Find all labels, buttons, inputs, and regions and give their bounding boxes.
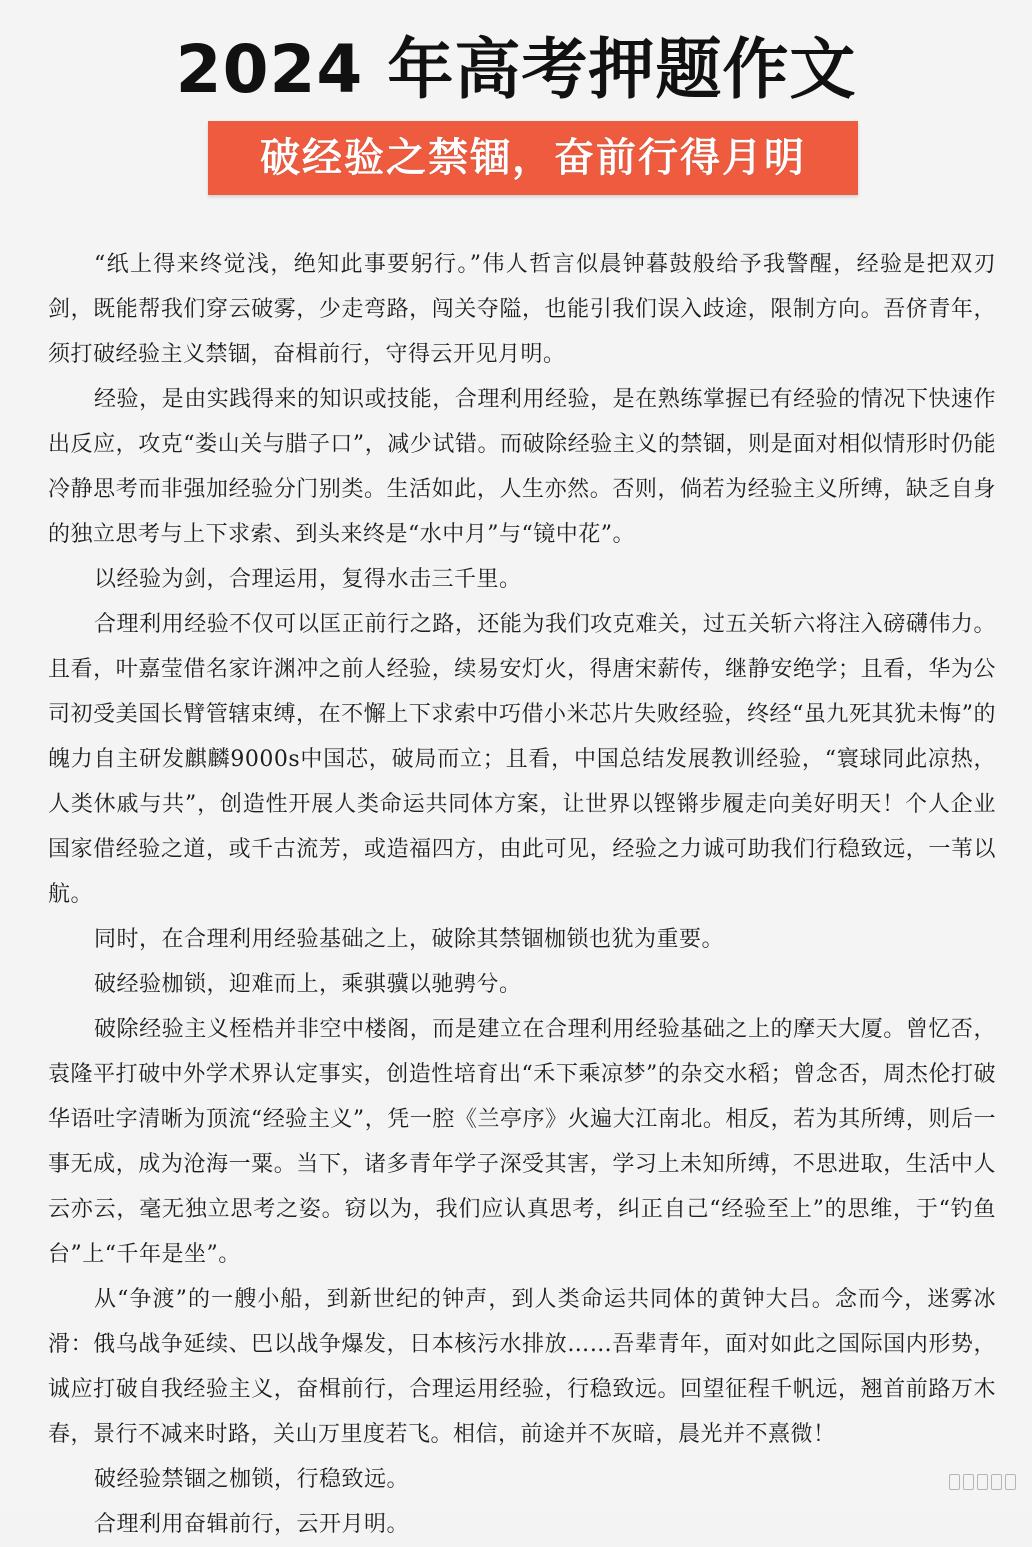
paragraph-6: 破经验枷锁，迎难而上，乘骐骥以驰骋兮。 (94, 972, 522, 997)
paragraph-3: 以经验为剑，合理运用，复得水击三千里。 (94, 567, 522, 592)
paragraph-9: 破经验禁锢之枷锁，行稳致远。 (94, 1467, 410, 1492)
watermark-icon (949, 1474, 1016, 1490)
subtitle-banner (208, 121, 858, 195)
article-body (48, 242, 996, 1547)
paragraph-4: 合理利用经验不仅可以匡正前行之路，还能为我们攻克难关，过五关斩六将注入磅礴伟力。且看，叶嘉莹借名家许渊冲之前人经验，续易安灯火，得唐宋薪传，继静安绝学；且看，华为公司初受美国长臂管辖束缚，在不懈上下求索中巧借小米芯片失败经验，终经“虽九死其犹未悔”的魄力自主研发麒麟9000s中国芯，破局而立；且看，中国总结发展教训经验，“寰球同此凉热，人类休戚与共”，创造性开展人类命运共同体方案，让世界以铿锵步履走向美好明天！个人企业国家借经验之道，或千古流芳，或造福四方，由此可见，经验之力诚可助我们行稳致远，一苇以航。 (48, 612, 996, 907)
paragraph-8: 从“争渡”的一艘小船，到新世纪的钟声，到人类命运共同体的黄钟大吕。念而今，迷雾冰滑：俄乌战争延续、巴以战争爆发，日本核污水排放……吾辈青年，面对如此之国际国内形势，诚应打破自我经验主义，奋楫前行，合理运用经验，行稳致远。回望征程千帆远，翘首前路万木春，景行不减来时路，关山万里度若飞。相信，前途并不灰暗，晨光并不熹微！ (48, 1287, 996, 1447)
page-title: 2024 年高考押题作文 (175, 31, 857, 108)
paragraph-1: “纸上得来终觉浅，绝知此事要躬行。”伟人哲言似晨钟暮鼓般给予我警醒，经验是把双刃剑，既能帮我们穿云破雾，少走弯路，闯关夺隘，也能引我们误入歧途，限制方向。吾侪青年，须打破经验主义禁锢，奋楫前行，守得云开见月明。 (48, 252, 996, 367)
paragraph-10: 合理利用奋辑前行，云开月明。 (94, 1512, 410, 1537)
paragraph-2: 经验，是由实践得来的知识或技能，合理利用经验，是在熟练掌握已有经验的情况下快速作出反应，攻克“娄山关与腊子口”，减少试错。而破除经验主义的禁锢，则是面对相似情形时仍能冷静思考而非强加经验分门别类。生活如此，人生亦然。否则，倘若为经验主义所缚，缺乏自身的独立思考与上下求索、到头来终是“水中月”与“镜中花”。 (48, 387, 996, 547)
paragraph-5: 同时，在合理利用经验基础之上，破除其禁锢枷锁也犹为重要。 (94, 927, 725, 952)
paragraph-7: 破除经验主义桎梏并非空中楼阁，而是建立在合理利用经验基础之上的摩天大厦。曾忆否，袁隆平打破中外学术界认定事实，创造性培育出“禾下乘凉梦”的杂交水稻；曾念否，周杰伦打破华语吐字清晰为顶流“经验主义”，凭一腔《兰亭序》火遍大江南北。相反，若为其所缚，则后一事无成，成为沧海一粟。当下，诸多青年学子深受其害，学习上未知所缚，不思进取，生活中人云亦云，毫无独立思考之姿。窃以为，我们应认真思考，纠正自己“经验至上”的思维，于“钓鱼台”上“千年是坐”。 (48, 1017, 996, 1267)
subtitle-text: 破经验之禁锢，奋前行得月明 (260, 135, 806, 181)
